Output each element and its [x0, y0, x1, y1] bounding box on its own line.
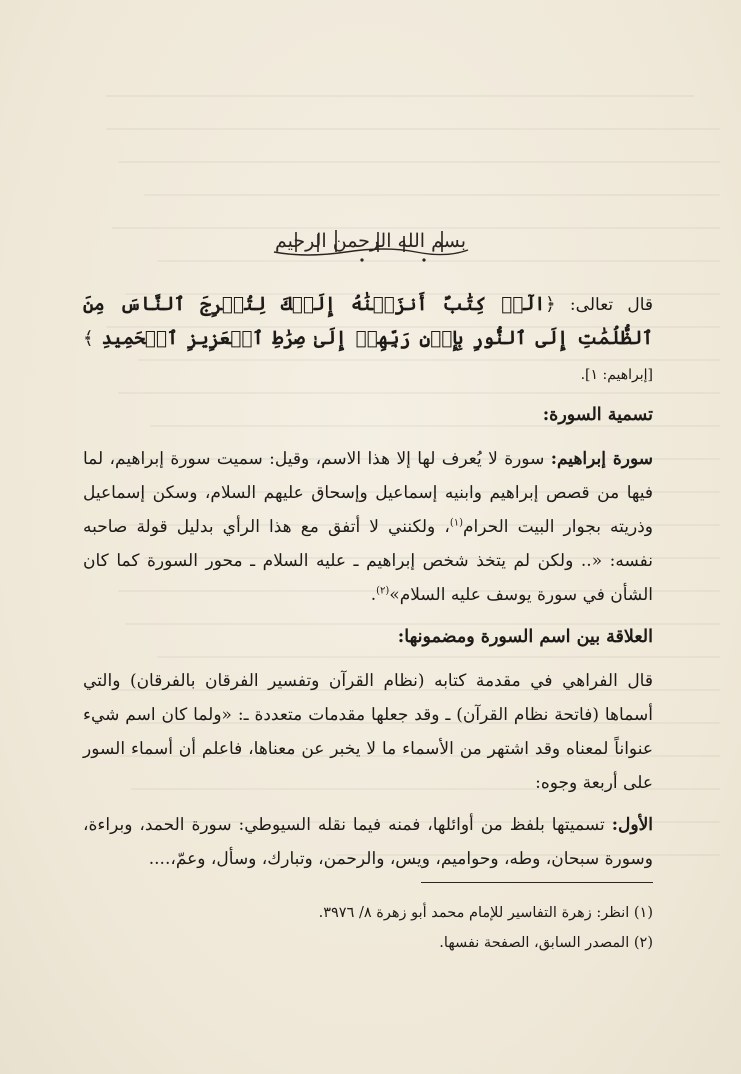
verse-reference: [إبراهيم: ١]. [580, 367, 653, 383]
footnote-ref-1[interactable]: (١) [449, 517, 463, 529]
section-heading-naming: تسمية السورة: [542, 405, 653, 425]
verse-close-bracket: ﴾ [83, 328, 94, 349]
section-heading-relation: العلاقة بين اسم السورة ومضمونها: [397, 627, 653, 647]
verse-paragraph [83, 288, 653, 392]
relation-paragraph: قال الفراهي في مقدمة كتابه (نظام القرآن وتفسير الفرقان بالفرقان) والتي أسماها (فاتحة نظام القرآن) ـ وقد جعلها مقدمات متعددة ـ: «ولما كان اسم شيء عنواناً لمعناه وقد اشتهر من الأسماء ما لا يخبر عن معناها، فاعلم أن أسماء السور على أربعة وجوه: [83, 671, 653, 793]
naming-text-a: سورة لا يُعرف لها إلا هذا الاسم، وقيل: سميت سورة إبراهيم، لما فيها من قصص إبراهيم وابنيه إسماعيل وإسحاق عليهم السلام، وسكن إسماعيل وذريته بجوار البيت الحرام [83, 449, 653, 537]
main-text [83, 288, 653, 876]
footnote-separator [421, 882, 653, 883]
first-way-paragraph [83, 808, 653, 876]
quran-verse: الٓرۚ كِتَٰبٌ أَنزَلۡنَٰهُ إِلَيۡكَ لِتُخۡرِجَ ٱلنَّاسَ مِنَ ٱلظُّلُمَٰتِ إِلَى ٱلنُّورِ بِإِذۡنِ رَبِّهِمۡ إِلَىٰ صِرَٰطِ ٱلۡعَزِيزِ ٱلۡحَمِيدِ [83, 294, 653, 349]
footnote-1: (١) انظر: زهرة التفاسير للإمام محمد أبو زهرة ٨/ ٣٩٧٦. [318, 905, 653, 921]
naming-text-c: . [370, 585, 377, 605]
footnote-2: (٢) المصدر السابق، الصفحة نفسها. [439, 935, 653, 951]
naming-text-b: ، ولكنني لا أتفق مع هذا الرأي بدليل قولة صاحبه نفسه: «.. ولكن لم يتخذ شخص إبراهيم ـ عليه السلام ـ محور السورة كما كان الشأن في سورة يوسف عليه السلام» [83, 517, 653, 605]
verse-open-bracket: ﴿ [545, 294, 556, 315]
first-way-text: تسميتها بلفظ من أوائلها، فمنه فيما نقله السيوطي: سورة الحمد، وبراءة، وسورة سبحان، وطه، وحواميم، ويس، والرحمن، وتبارك، وسأل، وعمّ،.... [83, 815, 653, 869]
footnote-ref-2[interactable]: (٢) [376, 585, 390, 597]
first-way-label: الأول: [611, 815, 653, 835]
basmala-text: بسم الله الرحمن الرحيم [275, 230, 466, 252]
basmala-calligraphy [0, 222, 741, 270]
verse-intro: قال تعالى: [555, 295, 653, 315]
naming-paragraph [83, 442, 653, 612]
surah-name-lead: سورة إبراهيم: [550, 449, 653, 469]
footnotes [83, 898, 653, 958]
